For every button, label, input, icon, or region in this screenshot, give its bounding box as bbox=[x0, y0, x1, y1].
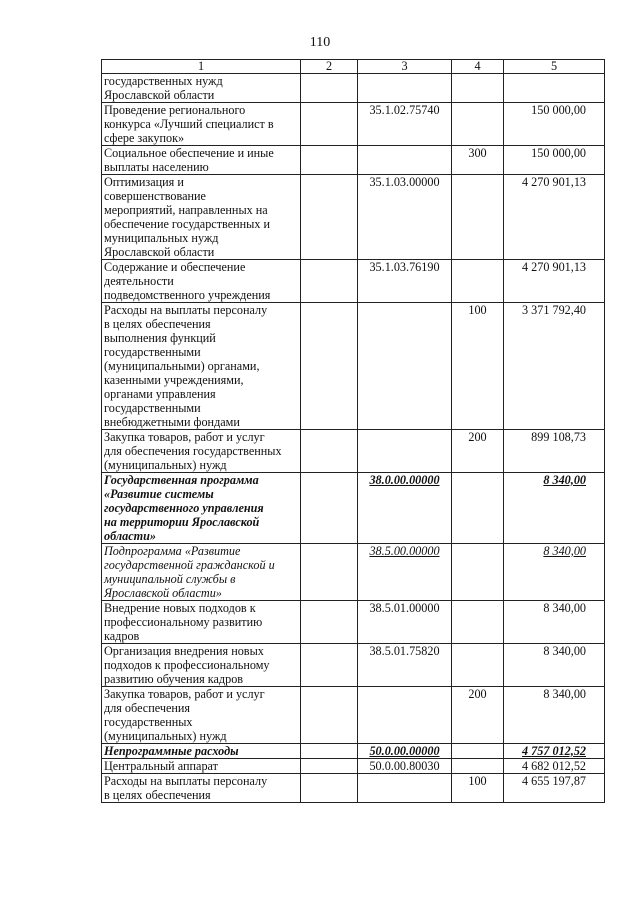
row-amount-cell: 150 000,00 bbox=[504, 146, 605, 175]
row-col2-cell bbox=[301, 644, 358, 687]
row-name-cell: Организация внедрения новых подходов к профессиональному развитию обучения кадров bbox=[102, 644, 301, 687]
row-name-cell: Социальное обеспечение и иные выплаты населению bbox=[102, 146, 301, 175]
row-type-cell: 200 bbox=[452, 430, 504, 473]
row-amount-cell bbox=[504, 74, 605, 103]
row-type-cell bbox=[452, 759, 504, 774]
row-code-cell: 38.0.00.00000 bbox=[358, 473, 452, 544]
table-row bbox=[102, 687, 605, 744]
row-type-cell bbox=[452, 544, 504, 601]
row-amount-cell: 4 270 901,13 bbox=[504, 260, 605, 303]
budget-table bbox=[101, 59, 605, 803]
row-code-cell bbox=[358, 303, 452, 430]
row-code-cell bbox=[358, 687, 452, 744]
row-name-cell: Содержание и обеспечение деятельности подведомственного учреждения bbox=[102, 260, 301, 303]
row-code-cell: 38.5.00.00000 bbox=[358, 544, 452, 601]
header-col-1: 1 bbox=[102, 60, 301, 74]
row-code-cell bbox=[358, 430, 452, 473]
page-number: 110 bbox=[309, 35, 331, 50]
row-name-cell: Центральный аппарат bbox=[102, 759, 301, 774]
row-col2-cell bbox=[301, 260, 358, 303]
row-amount-cell: 150 000,00 bbox=[504, 103, 605, 146]
row-amount-cell: 8 340,00 bbox=[504, 544, 605, 601]
table-row bbox=[102, 74, 605, 103]
row-code-cell bbox=[358, 74, 452, 103]
row-code-cell: 35.1.03.00000 bbox=[358, 175, 452, 260]
row-amount-cell: 3 371 792,40 bbox=[504, 303, 605, 430]
table-row bbox=[102, 601, 605, 644]
row-amount-cell: 8 340,00 bbox=[504, 473, 605, 544]
row-code-cell: 50.0.00.00000 bbox=[358, 744, 452, 759]
row-code-cell bbox=[358, 146, 452, 175]
header-col-5: 5 bbox=[504, 60, 605, 74]
table-row bbox=[102, 744, 605, 759]
row-col2-cell bbox=[301, 687, 358, 744]
row-code-cell: 50.0.00.80030 bbox=[358, 759, 452, 774]
table-row bbox=[102, 430, 605, 473]
table-row bbox=[102, 759, 605, 774]
header-row bbox=[102, 60, 605, 74]
row-name-cell: Расходы на выплаты персоналу в целях обеспечения выполнения функций государственными (муниципальными) органами, казенными учреждениями, органами управления государственными внебюджетными фондами bbox=[102, 303, 301, 430]
row-amount-cell: 8 340,00 bbox=[504, 601, 605, 644]
row-code-cell bbox=[358, 774, 452, 803]
row-col2-cell bbox=[301, 744, 358, 759]
row-type-cell bbox=[452, 473, 504, 544]
row-type-cell: 100 bbox=[452, 774, 504, 803]
row-code-cell: 38.5.01.75820 bbox=[358, 644, 452, 687]
row-code-cell: 38.5.01.00000 bbox=[358, 601, 452, 644]
row-type-cell bbox=[452, 744, 504, 759]
row-col2-cell bbox=[301, 473, 358, 544]
row-amount-cell: 8 340,00 bbox=[504, 644, 605, 687]
row-type-cell bbox=[452, 74, 504, 103]
row-name-cell: Оптимизация и совершенствование мероприятий, направленных на обеспечение государственных и муниципальных нужд Ярославской области bbox=[102, 175, 301, 260]
row-col2-cell bbox=[301, 774, 358, 803]
header-col-4: 4 bbox=[452, 60, 504, 74]
row-amount-cell: 4 757 012,52 bbox=[504, 744, 605, 759]
row-name-cell: Непрограммные расходы bbox=[102, 744, 301, 759]
row-col2-cell bbox=[301, 303, 358, 430]
row-name-cell: Закупка товаров, работ и услуг для обеспечения государственных (муниципальных) нужд bbox=[102, 430, 301, 473]
row-name-cell: государственных нужд Ярославской области bbox=[102, 74, 301, 103]
row-code-cell: 35.1.02.75740 bbox=[358, 103, 452, 146]
row-type-cell bbox=[452, 260, 504, 303]
row-name-cell: Подпрограмма «Развитие государственной гражданской и муниципальной службы в Ярославской области» bbox=[102, 544, 301, 601]
row-type-cell: 200 bbox=[452, 687, 504, 744]
table-row bbox=[102, 146, 605, 175]
header-col-2: 2 bbox=[301, 60, 358, 74]
row-type-cell bbox=[452, 644, 504, 687]
row-col2-cell bbox=[301, 103, 358, 146]
row-type-cell: 300 bbox=[452, 146, 504, 175]
row-col2-cell bbox=[301, 74, 358, 103]
row-amount-cell: 899 108,73 bbox=[504, 430, 605, 473]
row-name-cell: Закупка товаров, работ и услуг для обеспечения государственных (муниципальных) нужд bbox=[102, 687, 301, 744]
row-amount-cell: 4 655 197,87 bbox=[504, 774, 605, 803]
row-type-cell bbox=[452, 175, 504, 260]
row-code-cell: 35.1.03.76190 bbox=[358, 260, 452, 303]
row-amount-cell: 4 270 901,13 bbox=[504, 175, 605, 260]
row-col2-cell bbox=[301, 146, 358, 175]
row-amount-cell: 8 340,00 bbox=[504, 687, 605, 744]
table-row bbox=[102, 103, 605, 146]
row-name-cell: Проведение регионального конкурса «Лучший специалист в сфере закупок» bbox=[102, 103, 301, 146]
header-col-3: 3 bbox=[358, 60, 452, 74]
table-row bbox=[102, 473, 605, 544]
row-type-cell: 100 bbox=[452, 303, 504, 430]
table-row bbox=[102, 644, 605, 687]
row-col2-cell bbox=[301, 601, 358, 644]
table-row bbox=[102, 303, 605, 430]
table-row bbox=[102, 260, 605, 303]
table-row bbox=[102, 774, 605, 803]
row-name-cell: Государственная программа «Развитие системы государственного управления на территории Ярославской области» bbox=[102, 473, 301, 544]
row-type-cell bbox=[452, 103, 504, 146]
row-type-cell bbox=[452, 601, 504, 644]
table-row bbox=[102, 175, 605, 260]
row-col2-cell bbox=[301, 544, 358, 601]
row-name-cell: Расходы на выплаты персоналу в целях обеспечения bbox=[102, 774, 301, 803]
row-col2-cell bbox=[301, 175, 358, 260]
row-col2-cell bbox=[301, 759, 358, 774]
table-row bbox=[102, 544, 605, 601]
row-col2-cell bbox=[301, 430, 358, 473]
row-name-cell: Внедрение новых подходов к профессиональному развитию кадров bbox=[102, 601, 301, 644]
row-amount-cell: 4 682 012,52 bbox=[504, 759, 605, 774]
